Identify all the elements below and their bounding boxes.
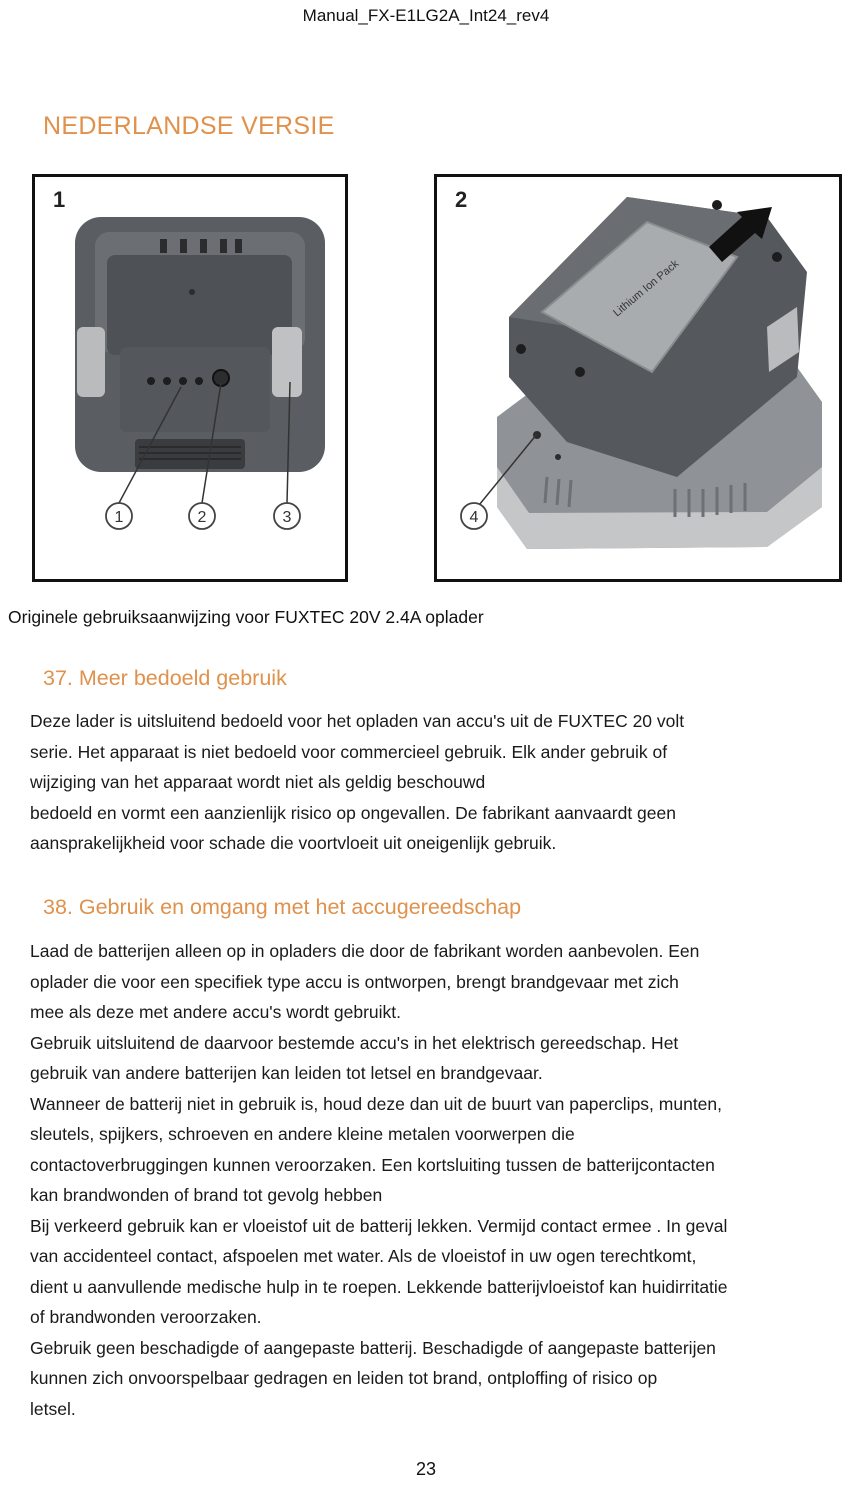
callout-4-label: 4 <box>469 509 479 526</box>
paragraph-line: Deze lader is uitsluitend bedoeld voor het opladen van accu's uit de FUXTEC 20 volt <box>30 711 685 731</box>
paragraph-line: mee als deze met andere accu's wordt gebruikt. <box>30 1002 402 1022</box>
section-37-heading: 37. Meer bedoeld gebruik <box>43 666 287 690</box>
paragraph-line: Laad de batterijen alleen op in opladers die door de fabrikant worden aanbevolen. Een <box>30 941 700 961</box>
callout-4 <box>461 503 487 529</box>
charger-illustration <box>437 177 839 579</box>
paragraph-line: aansprakelijkheid voor schade die voortvloeit uit oneigenlijk gebruik. <box>30 833 557 853</box>
section-38-body <box>30 936 840 1424</box>
section-38-heading: 38. Gebruik en omgang met het accugereedschap <box>43 895 522 919</box>
paragraph-line: oplader die voor een specifiek type accu is ontworpen, brengt brandgevaar met zich <box>30 971 679 992</box>
callout-3 <box>274 503 300 529</box>
paragraph-line: Gebruik uitsluitend de daarvoor bestemde accu's in het elektrisch gereedschap. Het <box>30 1032 679 1053</box>
page-number: 23 <box>415 1459 437 1479</box>
figure-2-number: 2 <box>455 187 468 212</box>
figure-1-number: 1 <box>53 187 66 212</box>
figure-battery-on-charger <box>434 174 842 582</box>
paragraph-line: of brandwonden veroorzaken. <box>30 1307 262 1327</box>
paragraph-line: bedoeld en vormt een aanzienlijk risico op ongevallen. De fabrikant aanvaardt geen <box>30 802 676 823</box>
callout-3-label: 3 <box>282 509 292 526</box>
battery-label-text: Lithium Ion Pack <box>611 257 682 320</box>
paragraph-line: serie. Het apparaat is niet bedoeld voor commercieel gebruik. Elk ander gebruik of <box>30 741 668 762</box>
battery-pack-illustration <box>35 177 345 579</box>
paragraph-line: Wanneer de batterij niet in gebruik is, houd deze dan uit de buurt van paperclips, munten, <box>30 1093 723 1114</box>
paragraph-line: Gebruik geen beschadigde of aangepaste batterij. Beschadigde of aangepaste batterijen <box>30 1337 716 1358</box>
paragraph-line: kunnen zich onvoorspelbaar gedragen en leiden tot brand, ontploffing of risico op <box>30 1368 658 1388</box>
callout-1-label: 1 <box>114 509 124 526</box>
paragraph-line: Bij verkeerd gebruik kan er vloeistof uit de batterij lekken. Vermijd contact ermee . In geval <box>30 1215 728 1236</box>
paragraph-line: sleutels, spijkers, schroeven en andere kleine metalen voorwerpen die <box>30 1124 575 1144</box>
figure-battery-pack <box>32 174 348 582</box>
paragraph-line: wijziging van het apparaat wordt niet als geldig beschouwd <box>30 772 486 792</box>
section-37-body <box>30 706 840 859</box>
callout-2-label: 2 <box>197 509 207 526</box>
paragraph-line: kan brandwonden of brand tot gevolg hebben <box>30 1185 383 1205</box>
paragraph-line: gebruik van andere batterijen kan leiden tot letsel en brandgevaar. <box>30 1063 543 1083</box>
language-section-title: NEDERLANDSE VERSIE <box>43 112 335 140</box>
paragraph-line: contactoverbruggingen kunnen veroorzaken. Een kortsluiting tussen de batterijcontacten <box>30 1154 715 1175</box>
paragraph-line: letsel. <box>30 1398 76 1419</box>
document-header: Manual_FX-E1LG2A_Int24_rev4 <box>302 6 550 25</box>
callout-2 <box>189 503 215 529</box>
manual-caption: Originele gebruiksaanwijzing voor FUXTEC 20V 2.4A oplader <box>8 607 484 627</box>
paragraph-line: van accidenteel contact, afspoelen met water. Als de vloeistof in uw ogen terechtkomt, <box>30 1246 697 1266</box>
left-latch <box>77 327 105 397</box>
paragraph-line: dient u aanvullende medische hulp in te roepen. Lekkende batterijvloeistof kan huidirritatie <box>30 1276 728 1297</box>
right-latch <box>272 327 302 397</box>
callout-1 <box>106 503 132 529</box>
